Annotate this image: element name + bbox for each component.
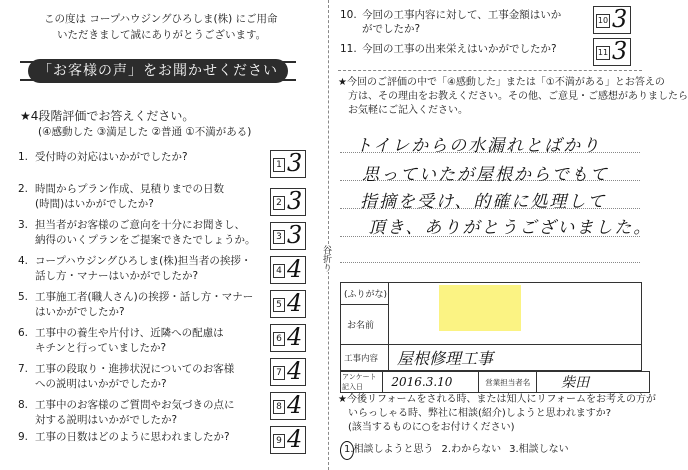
date-staff-form <box>340 371 650 393</box>
question-text: 対する説明はいかがでしたか? <box>35 414 178 426</box>
fold-label: 谷折り <box>321 245 331 272</box>
header-line-2: いただきまして誠にありがとうございます。 <box>57 29 267 41</box>
question-number: 8. <box>18 399 29 411</box>
answer-value: 3 <box>287 149 303 177</box>
referral-prompt-line: ★今後リフォームをされる時、または知人にリフォームをお考えの方が <box>338 394 656 405</box>
answer-value: 4 <box>287 323 303 351</box>
furigana-label: (ふりがな) <box>341 283 389 305</box>
answer-value: 4 <box>287 425 303 453</box>
question-text: (時間)はいかがでしたか? <box>35 198 154 210</box>
name-field[interactable] <box>389 283 642 345</box>
question-number: 6. <box>18 327 29 339</box>
answer-value: 4 <box>287 357 303 385</box>
answer-box-number: 8 <box>273 400 285 414</box>
question-text: がでしたか? <box>362 23 421 35</box>
voice-banner: 「お客様の声」をお聞かせください <box>28 59 288 83</box>
name-label: お名前 <box>341 305 389 345</box>
answer-box-number: 3 <box>273 230 285 244</box>
section-divider <box>338 70 642 71</box>
answer-box[interactable] <box>270 358 306 386</box>
answer-value: 3 <box>287 221 303 249</box>
date-label: アンケート記入日 <box>341 372 383 393</box>
work-value[interactable]: 屋根修理工事 <box>389 345 642 371</box>
work-label: 工事内容 <box>341 345 389 371</box>
question-text: 納得のいくプランをご提案できたでしょうか。 <box>35 234 256 246</box>
question-number: 5. <box>18 291 29 303</box>
answer-box-number: 9 <box>273 434 285 448</box>
question-text: 工事の日数はどのように思われましたか? <box>35 431 230 443</box>
question-number: 3. <box>18 219 29 231</box>
handwritten-comment-line: 頂き、ありがとうございました。 <box>368 218 653 238</box>
question-number: 9. <box>18 431 29 443</box>
answer-box-number: 6 <box>273 332 285 346</box>
question-text: キチンと行っていましたか? <box>35 342 167 354</box>
answer-value: 3 <box>287 187 303 215</box>
date-value[interactable]: 2016.3.10 <box>383 372 479 393</box>
answer-box[interactable] <box>270 324 306 352</box>
comment-prompt-line: お気軽にご記入ください。 <box>348 105 468 116</box>
rating-scale: (④感動した ③満足した ②普通 ①不満がある) <box>38 126 252 138</box>
question-text: 今回の工事内容に対して、工事金額はいか <box>362 9 562 21</box>
question-number: 7. <box>18 363 29 375</box>
answer-value: 4 <box>287 289 303 317</box>
question-number: 2. <box>18 183 29 195</box>
referral-prompt-line: (該当するものに○をお付けください) <box>348 422 515 433</box>
referral-prompt <box>338 393 656 435</box>
customer-form <box>340 282 642 371</box>
referral-option[interactable]: 1.相談しようと思う <box>344 444 434 455</box>
question-text: コープハウジングひろしま(株)担当者の挨拶・ <box>35 255 252 267</box>
answer-box-number: 10 <box>596 14 610 28</box>
answer-box[interactable] <box>270 426 306 454</box>
question-text: 話し方・マナーはいかがでしたか? <box>35 270 199 282</box>
question-text: 時間からプラン作成、見積りまでの日数 <box>35 183 224 195</box>
referral-option[interactable]: 3.相談しない <box>509 444 569 455</box>
question-number: 1. <box>18 151 29 163</box>
answer-box[interactable] <box>593 6 631 34</box>
question-text: 今回の工事の出来栄えはいかがでしたか? <box>362 43 557 55</box>
answer-box[interactable] <box>270 188 306 216</box>
answer-box[interactable] <box>270 392 306 420</box>
answer-value: 4 <box>287 255 303 283</box>
answer-box-number: 5 <box>273 298 285 312</box>
question-text: 工事の段取り・進捗状況についてのお客様 <box>35 363 235 375</box>
question-text: 受付時の対応はいかがでしたか? <box>35 151 188 163</box>
answer-value: 3 <box>612 5 628 33</box>
rating-title: ★4段階評価でお答えください。 <box>20 109 195 123</box>
comment-prompt-line: ★今回のご評価の中で「④感動した」または「①不満がある」とお答えの <box>338 77 665 88</box>
fold-line <box>328 0 329 470</box>
answer-box-number: 11 <box>596 46 610 60</box>
answer-box-number: 4 <box>273 264 285 278</box>
answer-box-number: 1 <box>273 158 285 172</box>
answer-box[interactable] <box>593 38 631 66</box>
answer-box[interactable] <box>270 290 306 318</box>
handwritten-comment-line: 思っていたが屋根からでもて <box>362 165 609 185</box>
answer-box[interactable] <box>270 222 306 250</box>
header-line-1: この度は コープハウジングひろしま(株) にご用命 <box>44 13 278 25</box>
question-text: 担当者がお客様のご意向を十分にお聞きし、 <box>35 219 245 231</box>
answer-value: 4 <box>287 391 303 419</box>
answer-box[interactable] <box>270 150 306 178</box>
referral-options <box>344 440 577 455</box>
question-text: 工事中のお客様のご質問やお気づきの点に <box>35 399 235 411</box>
handwritten-comment-line: 指摘を受け、的確に処理して <box>360 192 607 212</box>
comment-prompt-line: 方は、その理由をお教えください。その他、ご意見・ご感想がありましたら <box>348 91 688 102</box>
question-number: 11. <box>340 43 357 55</box>
staff-label: 営業担当者名 <box>479 372 537 393</box>
question-text: はいかがでしたか? <box>35 306 125 318</box>
question-text: 工事中の養生や片付け、近隣への配慮は <box>35 327 224 339</box>
referral-option[interactable]: 2.わからない <box>441 444 502 455</box>
comment-prompt <box>338 76 688 118</box>
name-redaction <box>439 285 521 331</box>
question-number: 4. <box>18 255 29 267</box>
answer-box-number: 7 <box>273 366 285 380</box>
question-number: 10. <box>340 9 357 21</box>
question-text: への説明はいかがでしたか? <box>35 378 167 390</box>
comment-line <box>340 262 640 263</box>
answer-value: 3 <box>612 37 628 65</box>
handwritten-comment-line: トイレからの水漏れとばかり <box>355 136 602 156</box>
staff-value[interactable]: 柴田 <box>537 372 650 393</box>
question-text: 工事施工者(職人さん)の挨拶・話し方・マナー <box>35 291 254 303</box>
referral-option-selected[interactable] <box>344 444 442 455</box>
answer-box-number: 2 <box>273 196 285 210</box>
referral-prompt-line: いらっしゃる時、弊社に相談(紹介)しようと思われますか? <box>348 408 612 419</box>
answer-box[interactable] <box>270 256 306 284</box>
